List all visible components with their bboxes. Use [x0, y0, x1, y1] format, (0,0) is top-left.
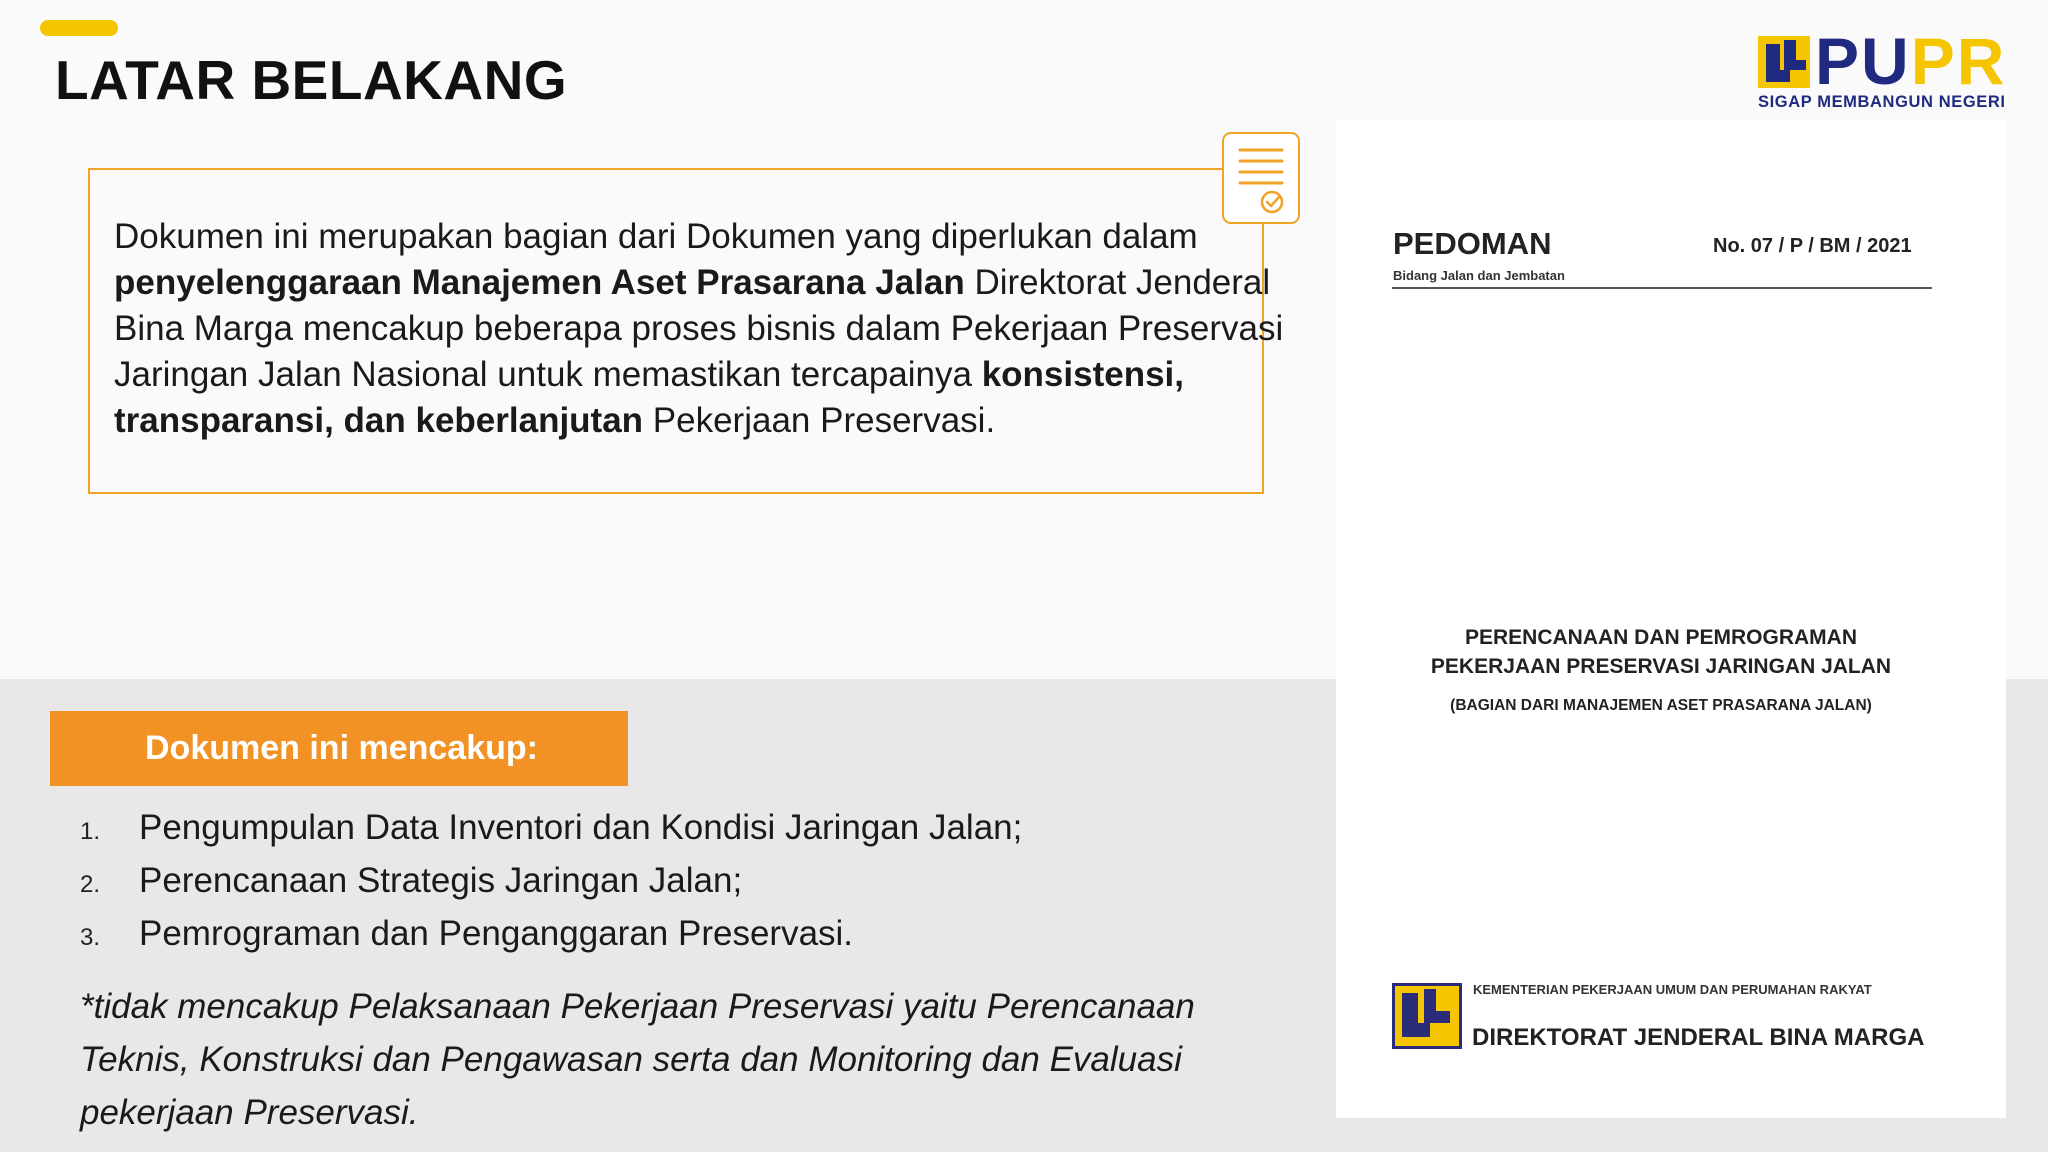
intro-text-segment: Dokumen ini merupakan bagian dari Dokumen yang diperlukan dalam	[114, 217, 1198, 256]
list-item-text: Perencanaan Strategis Jaringan Jalan;	[139, 861, 743, 900]
intro-emphasis: konsistensi,	[981, 355, 1184, 394]
list-item	[80, 914, 1022, 967]
intro-text-segment: Jaringan Jalan Nasional untuk memastikan tercapainya	[114, 355, 982, 394]
cover-field: Bidang Jalan dan Jembatan	[1393, 268, 1565, 283]
list-item-text: Pengumpulan Data Inventori dan Kondisi Jaringan Jalan;	[139, 808, 1023, 847]
cover-divider	[1392, 287, 1932, 289]
pu-emblem-icon	[1392, 983, 1462, 1049]
intro-text-segment: Direktorat Jenderal	[964, 263, 1271, 302]
list-item-number: 3.	[80, 924, 101, 951]
brand-tagline: SIGAP MEMBANGUN NEGERI	[1758, 93, 2006, 111]
list-item-text: Pemrograman dan Penganggaran Preservasi.	[139, 914, 854, 953]
document-check-icon	[1222, 132, 1300, 224]
intro-emphasis: transparansi, dan keberlanjutan	[114, 401, 644, 440]
intro-text-segment: Pekerjaan Preservasi.	[643, 401, 996, 440]
cover-ministry: KEMENTERIAN PEKERJAAN UMUM DAN PERUMAHAN RAKYAT	[1473, 982, 1872, 997]
title-accent-bar	[40, 20, 118, 36]
cover-directorate: DIREKTORAT JENDERAL BINA MARGA	[1472, 1024, 1925, 1051]
exclusion-note	[80, 980, 1230, 1139]
cover-title-line: PERENCANAAN DAN PEMROGRAMAN	[1464, 626, 1857, 649]
list-item	[80, 861, 1022, 914]
list-item	[80, 808, 1022, 861]
cover-title	[1336, 623, 1986, 681]
note-line: pekerjaan Preservasi.	[80, 1093, 419, 1132]
cover-type-label: PEDOMAN	[1393, 226, 1552, 261]
page-title: LATAR BELAKANG	[55, 49, 568, 111]
list-item-number: 1.	[80, 818, 101, 845]
brand-name-pr: PR	[1910, 24, 2007, 98]
covers-heading: Dokumen ini mencakup:	[50, 711, 628, 786]
covers-list	[80, 808, 1022, 967]
list-item-number: 2.	[80, 871, 101, 898]
note-line: Teknis, Konstruksi dan Pengawasan serta dan Monitoring dan Evaluasi	[80, 1040, 1182, 1079]
brand-name-pu: PU	[1815, 24, 1911, 98]
brand-name	[1815, 24, 2007, 98]
cover-number: No. 07 / P / BM / 2021	[1713, 235, 1912, 257]
intro-paragraph	[114, 214, 1284, 444]
intro-text-segment: Bina Marga mencakup beberapa proses bisnis dalam Pekerjaan Preservasi	[114, 309, 1284, 348]
intro-emphasis: penyelenggaraan Manajemen Aset Prasarana Jalan	[114, 263, 965, 302]
cover-subtitle: (BAGIAN DARI MANAJEMEN ASET PRASARANA JALAN)	[1450, 697, 1872, 714]
cover-title-line: PEKERJAAN PRESERVASI JARINGAN JALAN	[1430, 655, 1892, 678]
note-line: *tidak mencakup Pelaksanaan Pekerjaan Preservasi yaitu Perencanaan	[80, 987, 1195, 1026]
